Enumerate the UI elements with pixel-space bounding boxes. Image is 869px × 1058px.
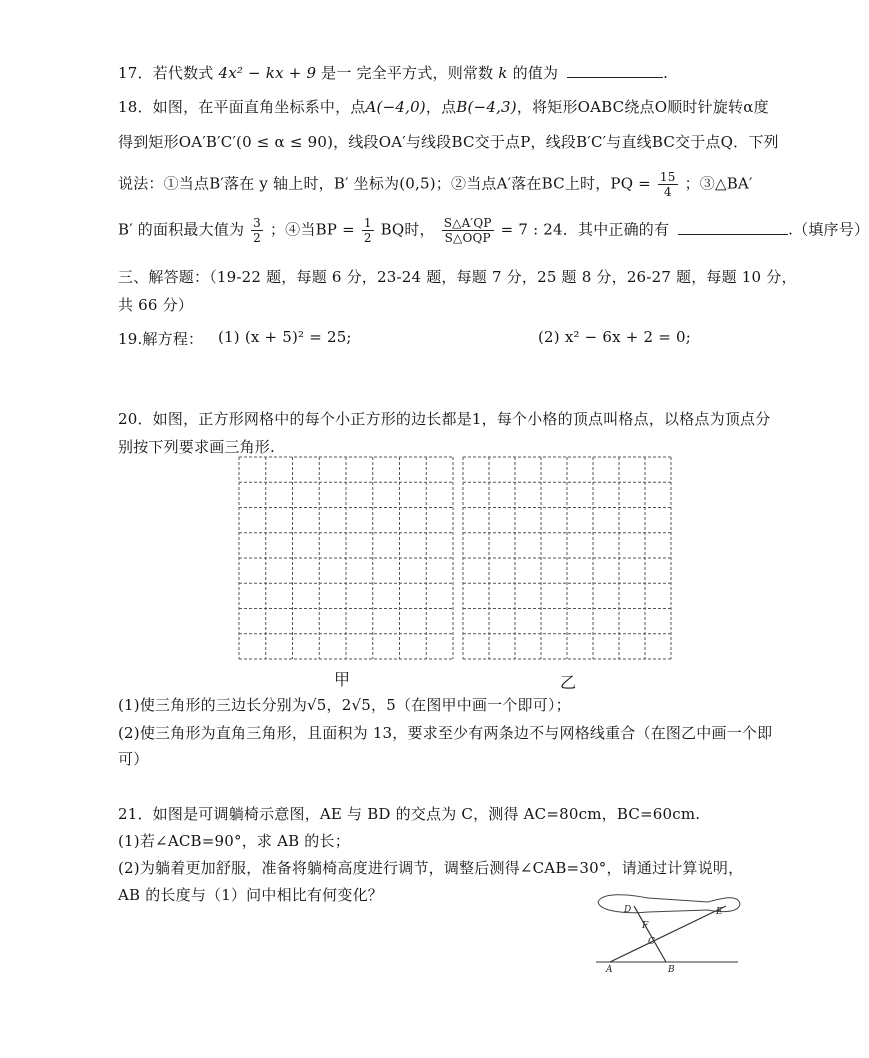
q18-line1-c: ，将矩形OABC绕点O顺时针旋转α度 (516, 98, 769, 116)
q20-requirement-2b: 可） (118, 750, 149, 768)
q18-max-fraction (251, 216, 263, 245)
q18-line3-b: ；③△BA′ (684, 174, 753, 193)
q18-point-a: A(−4,0) (365, 98, 426, 116)
grid-jia[interactable] (238, 456, 454, 660)
q17-expression: 4x² − kx + 9 (218, 64, 317, 82)
q18-ratio-fraction (442, 216, 494, 245)
section3-line-2: 共 66 分） (118, 296, 194, 314)
q21-part-2a: (2)为躺着更加舒服，准备将躺椅高度进行调节，调整后测得∠CAB=30°，请通过计算说明， (118, 859, 744, 877)
label-b: B (668, 965, 675, 975)
q18-ratio-den: S△OQP (444, 231, 491, 245)
grid-label-jia: 甲 (334, 670, 351, 689)
q18-line4-a: B′ 的面积最大值为 (118, 220, 245, 239)
segment-bd (634, 906, 666, 962)
q17-text-b: 是一 完全平方式，则常数 (321, 64, 494, 82)
q21-line-1: 21．如图是可调躺椅示意图，AE 与 BD 的交点为 C，测得 AC=80cm，BC=60cm. (118, 805, 701, 823)
q18-max-den: 2 (253, 231, 262, 245)
q18-line-4 (118, 216, 869, 245)
q19-label: 19.解方程： (118, 330, 204, 348)
label-e: E (716, 907, 723, 917)
q17-answer-blank[interactable] (567, 63, 663, 78)
q18-line-1 (118, 96, 769, 117)
q18-answer-blank[interactable] (678, 220, 788, 235)
q20-requirement-1: (1)使三角形的三边长分别为√5，2√5，5（在图甲中画一个即可）； (118, 696, 571, 714)
q17-text-c: 的值为 (512, 64, 559, 82)
q19-part-2: (2) x² − 6x + 2 = 0; (538, 328, 691, 346)
q21-part-2b: AB 的长度与（1）问中相比有何变化？ (118, 886, 383, 904)
q19-part-1: (1) (x + 5)² = 25; (218, 328, 352, 346)
q21-part-1: (1)若∠ACB=90°，求 AB 的长； (118, 832, 350, 850)
q18-line1-a: 18．如图，在平面直角坐标系中，点 (118, 98, 366, 116)
q18-pq-den: 4 (663, 185, 672, 199)
q17-end: . (663, 64, 669, 82)
section3-line-1: 三、解答题：（19-22 题，每题 6 分，23-24 题，每题 7 分，25 题 8 分，26-27 题，每题 10 分， (118, 268, 797, 286)
label-d: D (624, 905, 632, 915)
q18-line4-b: ；④当BP = (269, 220, 355, 239)
label-f: F (642, 921, 649, 931)
q20-requirement-2a: (2)使三角形为直角三角形，且面积为 13，要求至少有两条边不与网格线重合（在图乙中画一个即 (118, 724, 773, 742)
q18-bp-num: 1 (363, 216, 372, 230)
q17-text-a: 17．若代数式 (118, 64, 214, 82)
grid-yi[interactable] (462, 456, 672, 660)
q18-ratio-num: S△A′QP (443, 216, 492, 230)
deck-chair-figure (588, 884, 748, 974)
q18-line4-d: = 7 : 24．其中正确的有 (500, 220, 670, 239)
q18-bp-fraction (362, 216, 374, 245)
q20-line-2: 别按下列要求画三角形. (118, 438, 275, 456)
q18-line1-b: ，点 (425, 98, 457, 116)
q18-line4-c: BQ时， (380, 220, 435, 239)
q18-pq-num: 15 (659, 170, 676, 184)
q18-line4-e: .（填序号） (788, 220, 869, 239)
q18-line-3 (118, 170, 753, 199)
label-c: C (648, 937, 655, 947)
q18-point-b: B(−4,3) (456, 98, 517, 116)
grid-label-yi: 乙 (560, 673, 577, 692)
q18-line3-a: 说法：①当点B′落在 y 轴上时，B′ 坐标为(0,5)；②当点A′落在BC上时，PQ = (118, 174, 651, 193)
q17-line (118, 62, 668, 83)
q18-bp-den: 2 (363, 231, 372, 245)
q18-line-2: 得到矩形OA′B′C′(0 ≤ α ≤ 90)，线段OA′与线段BC交于点P，线段B′C′与直线BC交于点Q．下列 (118, 133, 779, 151)
q20-line-1: 20．如图，正方形网格中的每个小正方形的边长都是1，每个小格的顶点叫格点，以格点为顶点分 (118, 410, 771, 428)
q18-max-num: 3 (253, 216, 262, 230)
q17-var-k: k (498, 64, 508, 82)
label-a: A (606, 965, 613, 975)
q18-pq-fraction (658, 170, 678, 199)
